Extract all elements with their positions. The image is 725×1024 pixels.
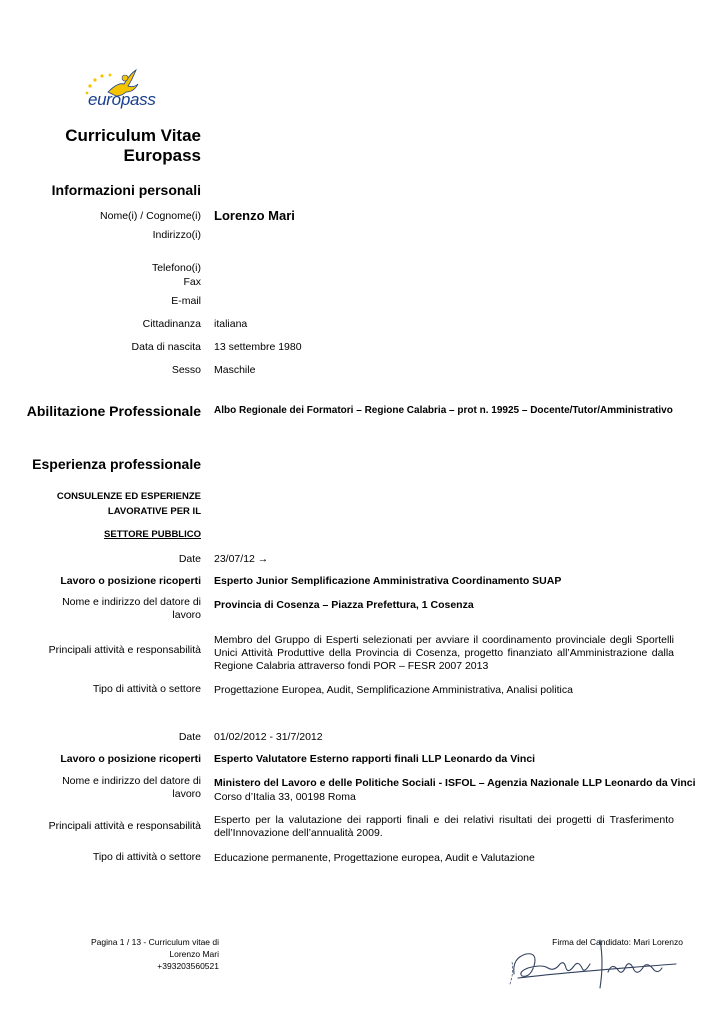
- entry-1-activities-value: Membro del Gruppo di Esperti selezionati per avviare il coordinamento provinciale degli Sportelli Unici Attività Produttive della Provincia di Cosenza, progetto finanziato all’Amministrazione dalla Regione Calabria attraverso fondi POR – FESR 2007 2013: [214, 634, 674, 672]
- sex-value: Maschile: [214, 364, 256, 376]
- entry-1-date-label: Date: [178, 553, 201, 565]
- phone-label: Telefono(i): [151, 262, 201, 274]
- entry-2-activities-value: Esperto per la valutazione dei rapporti finali e dei relativi risultati dei progetti di Trasferimento dell’Innovazione dell’annualità 2009.: [214, 814, 674, 839]
- entry-2-sector-label: Tipo di attività o settore: [92, 851, 201, 863]
- birth-date-value: 13 settembre 1980: [214, 341, 302, 353]
- qualification-heading: Abilitazione Professionale: [26, 403, 201, 419]
- subheading-line3: SETTORE PUBBLICO: [104, 529, 201, 540]
- entry-1-activities-label: Principali attività e responsabilità: [48, 644, 201, 656]
- entry-2-employer-value: Ministero del Lavoro e delle Politiche Sociali - ISFOL – Agenzia Nazionale LLP Leonardo da Vinci: [214, 777, 696, 789]
- entry-2-employer-label-text: Nome e indirizzo del datore di lavoro: [62, 775, 201, 800]
- entry-1-position-label: Lavoro o posizione ricoperti: [60, 575, 201, 587]
- email-label: E-mail: [171, 295, 201, 307]
- cv-title: [65, 126, 201, 166]
- subheading-line1: CONSULENZE ED ESPERIENZE: [56, 491, 201, 502]
- footer-page-line3: +393203560521: [157, 961, 219, 971]
- handwritten-signature: [508, 932, 688, 996]
- entry-1-employer-label: [51, 596, 201, 622]
- entry-1-position-value: Esperto Junior Semplificazione Amministrativa Coordinamento SUAP: [214, 575, 562, 587]
- cv-title-line2: Europass: [123, 146, 201, 165]
- europass-logo: [78, 66, 168, 114]
- footer-page-line1: Pagina 1 / 13 - Curriculum vitae di: [90, 937, 219, 947]
- public-sector-subheading: [57, 489, 201, 542]
- qualification-value: Albo Regionale dei Formatori – Regione Calabria – prot n. 19925 – Docente/Tutor/Amministrativo: [214, 405, 673, 416]
- address-label: Indirizzo(i): [152, 229, 201, 241]
- entry-2-employer-label: [51, 775, 201, 801]
- entry-2-date-label: Date: [178, 731, 201, 743]
- entry-2-activities-label: Principali attività e responsabilità: [48, 820, 201, 832]
- subheading-line2: LAVORATIVE PER IL: [107, 506, 201, 517]
- entry-2-position-value: Esperto Valutatore Esterno rapporti finali LLP Leonardo da Vinci: [214, 753, 536, 765]
- entry-1-sector-value: Progettazione Europea, Audit, Semplificazione Amministrativa, Analisi politica: [214, 684, 573, 696]
- experience-heading: Esperienza professionale: [32, 456, 201, 472]
- citizenship-label: Cittadinanza: [142, 318, 201, 330]
- entry-2-date-value: 01/02/2012 - 31/7/2012: [214, 731, 323, 743]
- birth-date-label: Data di nascita: [131, 341, 201, 353]
- entry-1-employer-value: Provincia di Cosenza – Piazza Prefettura, 1 Cosenza: [214, 599, 474, 611]
- europass-logo-text: europass: [88, 90, 156, 109]
- signature-caption: Firma del Candidato: Mari Lorenzo: [552, 937, 683, 947]
- footer-page-info: [91, 936, 219, 972]
- entry-1-employer-label-text: Nome e indirizzo del datore di lavoro: [62, 596, 201, 621]
- footer-page-line2: Lorenzo Mari: [169, 949, 219, 959]
- europass-wordmark: [88, 90, 156, 110]
- entry-1-sector-label: Tipo di attività o settore: [92, 683, 201, 695]
- name-label: Nome(i) / Cognome(i): [100, 210, 201, 222]
- entry-2-position-label: Lavoro o posizione ricoperti: [60, 753, 201, 765]
- sex-label: Sesso: [171, 364, 201, 376]
- personal-info-heading: Informazioni personali: [51, 182, 201, 198]
- fax-label: Fax: [183, 276, 201, 288]
- entry-2-employer-address: Corso d’Italia 33, 00198 Roma: [214, 791, 356, 803]
- name-value: Lorenzo Mari: [214, 208, 295, 223]
- cv-title-line1: Curriculum Vitae: [65, 126, 201, 145]
- entry-2-sector-value: Educazione permanente, Progettazione europea, Audit e Valutazione: [214, 852, 535, 864]
- entry-1-date-value: 23/07/12 →: [214, 553, 269, 565]
- citizenship-value: italiana: [214, 318, 248, 330]
